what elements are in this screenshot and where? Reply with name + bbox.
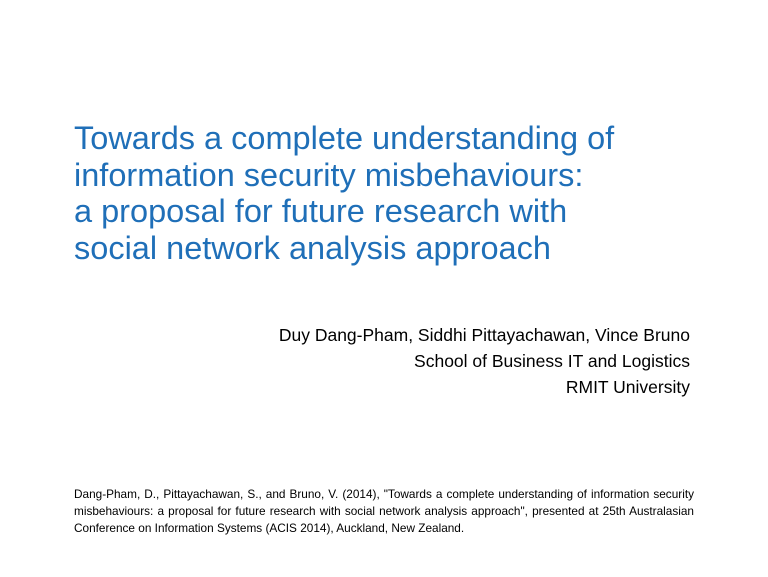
- author-affiliation-block: [279, 322, 690, 400]
- slide-title-line: social network analysis approach: [74, 229, 551, 266]
- slide-title-line: information security misbehaviours:: [74, 156, 584, 193]
- slide-title: [74, 120, 714, 266]
- university-name: RMIT University: [565, 377, 690, 397]
- school-name: School of Business IT and Logistics: [414, 351, 690, 371]
- author-names: Duy Dang-Pham, Siddhi Pittayachawan, Vince Bruno: [278, 325, 690, 345]
- slide-title-line: Towards a complete understanding of: [74, 120, 615, 156]
- citation-text: Dang-Pham, D., Pittayachawan, S., and Bruno, V. (2014), "Towards a complete understanding of information security misbehaviours: a proposal for future research with social network analysis approach", presented at 25th Australasian Conference on Information Systems (ACIS 2014), Auckland, New Zealand.: [74, 487, 694, 535]
- slide-title-line: a proposal for future research with: [74, 193, 568, 229]
